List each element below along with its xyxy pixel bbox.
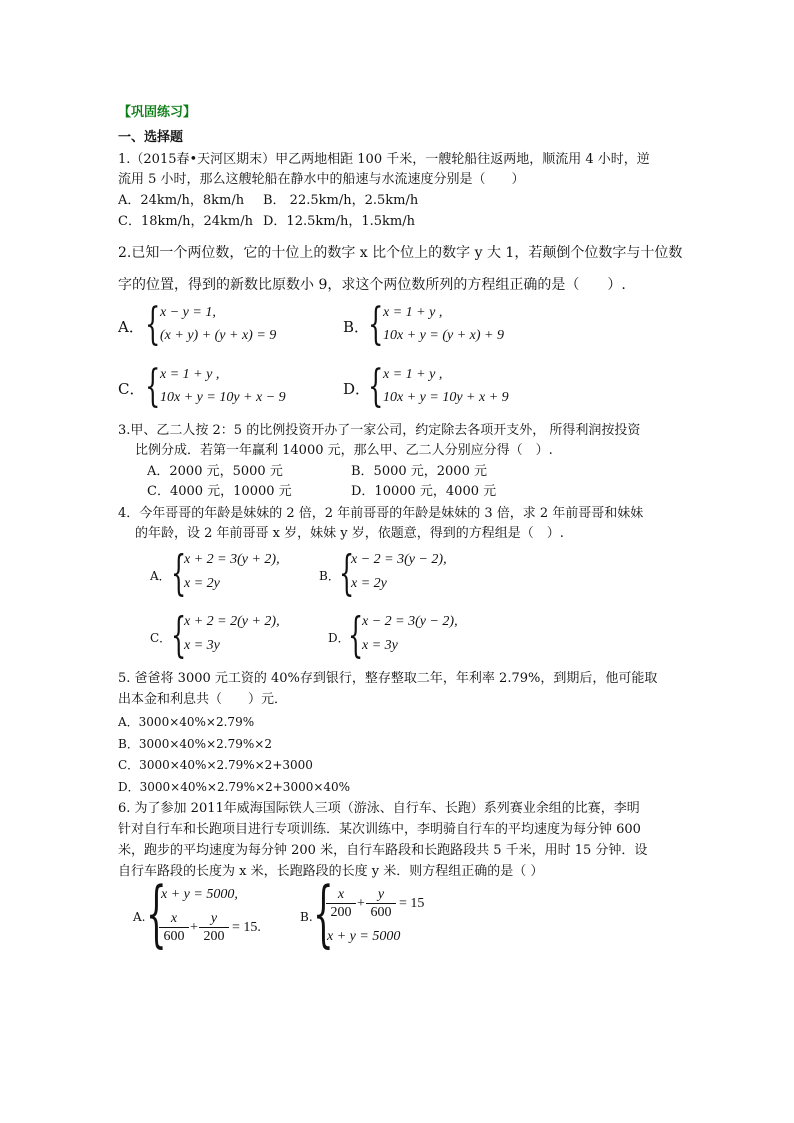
question-3-option-c: C．4000 元，10000 元 — [147, 484, 292, 499]
question-4-option-d-equation-2: x = 3y — [362, 638, 398, 653]
question-2-option-d-label: D． — [343, 380, 371, 398]
question-6-option-b-label: B. — [300, 910, 313, 924]
question-4-option-a-equation-2: x = 2y — [184, 576, 220, 591]
question-4-option-c-label: C． — [150, 631, 172, 645]
question-6-option-a-equation-1: x + y = 5000, — [161, 887, 238, 902]
brace-icon: { — [145, 361, 161, 412]
question-4-option-b-label: B． — [319, 569, 340, 583]
question-4-option-d-label: D． — [328, 631, 350, 645]
question-2-option-b-equation-1: x = 1 + y , — [383, 305, 443, 320]
fraction — [159, 910, 189, 945]
brace-icon: { — [368, 361, 384, 412]
section-title: 【巩固练习】 — [118, 105, 197, 120]
question-3-option-a: A．2000 元，5000 元 — [147, 464, 283, 479]
plus-sign: + — [357, 896, 365, 911]
part-title: 一、选择题 — [118, 130, 184, 145]
brace-icon: { — [171, 607, 187, 663]
brace-icon: { — [145, 299, 161, 350]
question-6-option-a-label: A. — [133, 910, 146, 924]
question-2-option-a-label: A． — [118, 318, 144, 336]
numerator: y — [366, 886, 396, 904]
question-4-option-a-label: A． — [150, 569, 171, 583]
fraction — [326, 886, 356, 921]
fraction — [366, 886, 396, 921]
question-2-option-c-equation-2: 10x + y = 10y + x − 9 — [160, 390, 286, 405]
denominator: 200 — [330, 905, 352, 920]
question-2-option-a-equation-1: x − y = 1, — [160, 305, 216, 320]
question-4-option-b-equation-1: x − 2 = 3(y − 2), — [351, 552, 447, 567]
question-2-option-c-label: C． — [118, 380, 145, 398]
question-4-option-a-equation-1: x + 2 = 3(y + 2), — [184, 552, 280, 567]
brace-icon: { — [313, 871, 334, 955]
numerator: y — [199, 910, 229, 928]
question-2-option-a-equation-2: (x + y) + (y + x) = 9 — [160, 328, 277, 343]
question-6-line-1: 6. 为了参加 2011年威海国际铁人三项（游泳、自行车、长跑）系列赛业余组的比赛，李明 — [118, 801, 640, 816]
question-3-option-b: B．5000 元，2000 元 — [351, 464, 487, 479]
denominator: 600 — [163, 929, 185, 944]
question-3-line-1: 3.甲、乙二人按 2：5 的比例投资开办了一家公司，约定除去各项开支外， 所得利润按投资 — [118, 423, 641, 438]
denominator: 200 — [203, 929, 225, 944]
question-5-option-c: C．3000×40%×2.79%×2+3000 — [118, 758, 313, 772]
denominator: 600 — [370, 905, 392, 920]
question-1-option-c: C．18km/h，24km/h — [118, 214, 253, 229]
question-4-line-1: 4．今年哥哥的年龄是妹妹的 2 倍，2 年前哥哥的年龄是妹妹的 3 倍，求 2 年前哥哥和妹妹 — [118, 506, 644, 521]
question-5-option-a: A．3000×40%×2.79% — [118, 715, 255, 729]
fraction — [199, 910, 229, 945]
question-4-option-c-equation-2: x = 3y — [184, 638, 220, 653]
question-2-option-d-equation-2: 10x + y = 10y + x + 9 — [383, 390, 509, 405]
question-1-option-b: B． 22.5km/h，2.5km/h — [263, 193, 419, 208]
question-4-option-d-equation-1: x − 2 = 3(y − 2), — [362, 614, 458, 629]
question-1-line-2: 流用 5 小时，那么这艘轮船在静水中的船速与水流速度分别是（ ） — [118, 172, 525, 187]
numerator: x — [159, 910, 189, 928]
equation-rhs: = 15 — [399, 896, 425, 911]
equation-rhs: = 15. — [232, 920, 261, 935]
brace-icon: { — [171, 545, 187, 601]
question-1-option-a: A．24km/h，8km/h — [118, 193, 245, 208]
brace-icon: { — [348, 607, 364, 663]
brace-icon: { — [146, 871, 167, 955]
question-2-option-b-label: B． — [343, 318, 370, 336]
question-3-option-d: D．10000 元，4000 元 — [351, 484, 497, 499]
question-2-option-c-equation-1: x = 1 + y , — [160, 367, 220, 382]
plus-sign: + — [190, 920, 198, 935]
question-4-option-b-equation-2: x = 2y — [351, 576, 387, 591]
question-4-line-2: 的年龄，设 2 年前哥哥 x 岁，妹妹 y 岁，依题意，得到的方程组是（ ）. — [135, 526, 564, 541]
numerator: x — [326, 886, 356, 904]
question-5-line-1: 5. 爸爸将 3000 元工资的 40%存到银行，整存整取二年，年利率 2.79%，到期后，他可能取 — [118, 671, 658, 686]
question-6-option-b-equation-2: x + y = 5000 — [327, 929, 401, 944]
question-6-line-2: 针对自行车和长跑项目进行专项训练．某次训练中，李明骑自行车的平均速度为每分钟 600 — [118, 822, 641, 837]
brace-icon: { — [339, 545, 355, 601]
question-2-line-2: 字的位置，得到的新数比原数小 9，求这个两位数所列的方程组正确的是（ ）. — [118, 277, 626, 293]
question-2-option-d-equation-1: x = 1 + y , — [383, 367, 443, 382]
question-4-option-c-equation-1: x + 2 = 2(y + 2), — [184, 614, 280, 629]
question-1-line-1: 1.（2015春•天河区期末）甲乙两地相距 100 千米，一艘轮船往返两地，顺流用 4 小时，逆 — [118, 152, 650, 167]
question-2-line-1: 2.已知一个两位数，它的十位上的数字 x 比个位上的数字 y 大 1，若颠倒个位数字与十位数 — [118, 245, 683, 261]
question-2-option-b-equation-2: 10x + y = (y + x) + 9 — [383, 328, 504, 343]
question-3-line-2: 比例分成．若第一年赢利 14000 元，那么甲、乙二人分别应分得（ ）. — [135, 443, 553, 458]
question-1-option-d: D．12.5km/h，1.5km/h — [263, 214, 415, 229]
question-5-line-2: 出本金和利息共（ ）元． — [118, 692, 288, 707]
question-6-line-3: 米，跑步的平均速度为每分钟 200 米，自行车路段和长跑路段共 5 千米，用时 15 分钟．设 — [118, 843, 648, 858]
question-5-option-b: B．3000×40%×2.79%×2 — [118, 737, 272, 751]
question-5-option-d: D．3000×40%×2.79%×2+3000×40% — [118, 780, 351, 794]
question-6-line-4: 自行车路段的长度为 x 米，长跑路段的长度 y 米．则方程组正确的是（ ） — [118, 864, 544, 879]
brace-icon: { — [368, 299, 384, 350]
